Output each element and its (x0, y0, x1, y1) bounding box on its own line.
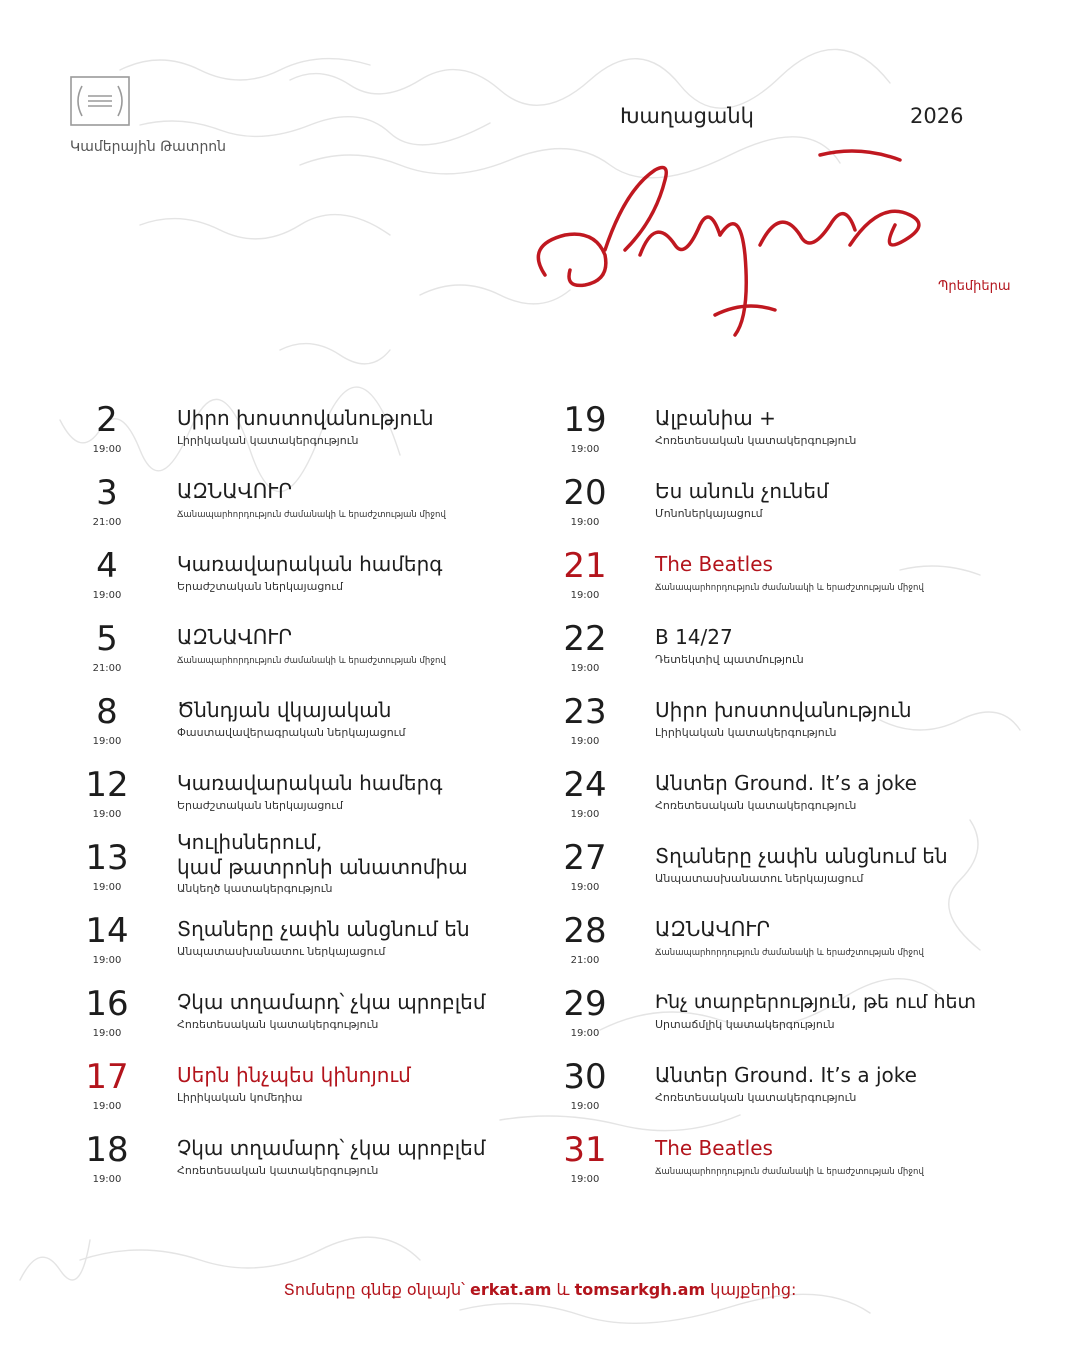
event-day: 30 (563, 1057, 607, 1097)
event-day: 2 (96, 400, 118, 440)
event-time: 19:00 (92, 1174, 122, 1185)
event-subtitle: Ճանապարհորդություն ժամանակի և երաժշտության միջով (177, 656, 446, 666)
event-subtitle: Երաժշտական ներկայացում (177, 799, 344, 812)
event-title: Սիրո խոստովանություն (177, 406, 434, 430)
event-subtitle: Երաժշտական ներկայացում (177, 580, 344, 593)
schedule-row (72, 546, 572, 619)
event-time: 19:00 (570, 1028, 600, 1039)
event-time: 19:00 (570, 736, 600, 747)
event-day: 13 (85, 838, 129, 878)
schedule-row (550, 911, 1050, 984)
event-subtitle: Մոնոներկայացում (655, 507, 763, 520)
event-subtitle: Հոռետեսական կատակերգություն (177, 1018, 379, 1031)
event-title: Սերն ինչպես կինոյում (177, 1063, 411, 1087)
event-subtitle: Հոռետեսական կատակերգություն (655, 799, 857, 812)
schedule-row (72, 765, 572, 838)
event-subtitle: Հոռետեսական կատակերգություն (655, 434, 857, 447)
event-day: 3 (96, 473, 118, 513)
event-time: 19:00 (92, 590, 122, 601)
event-day: 8 (96, 692, 118, 732)
event-subtitle: Ճանապարհորդություն ժամանակի և երաժշտության միջով (655, 583, 924, 593)
event-day: 16 (85, 984, 129, 1024)
event-time: 19:00 (570, 517, 600, 528)
event-time: 19:00 (570, 444, 600, 455)
event-time: 19:00 (570, 1174, 600, 1185)
schedule-row (72, 984, 572, 1057)
schedule-row (72, 1130, 572, 1203)
event-subtitle: Հոռետեսական կատակերգություն (655, 1091, 857, 1104)
event-title: The Beatles (655, 1136, 773, 1160)
event-time: 19:00 (92, 955, 122, 966)
event-subtitle: Ճանապարհորդություն ժամանակի և երաժշտության միջով (655, 948, 924, 958)
event-time: 19:00 (92, 444, 122, 455)
event-title: Սիրո խոստովանություն (655, 698, 912, 722)
month-signature (520, 135, 940, 345)
event-subtitle: Փաստավավերագրական ներկայացում (177, 726, 406, 739)
theatre-logo-icon (70, 76, 130, 126)
event-title: Ծննդյան վկայական (177, 698, 392, 722)
event-time: 19:00 (570, 663, 600, 674)
event-time: 19:00 (570, 1101, 600, 1112)
event-title: Տղաները չափն անցնում են (655, 844, 948, 868)
event-time: 19:00 (92, 1101, 122, 1112)
event-subtitle: Լիրիկական կոմեդիա (177, 1091, 303, 1104)
schedule-left-column (72, 400, 572, 1203)
event-day: 24 (563, 765, 607, 805)
schedule-row (72, 692, 572, 765)
event-title-line2: կամ թատրոնի անատոմիա (177, 855, 468, 879)
schedule-row (72, 473, 572, 546)
event-title: Չկա տղամարդ՝ չկա պրոբլեմ (177, 990, 486, 1014)
event-day: 28 (563, 911, 607, 951)
event-day: 17 (85, 1057, 129, 1097)
event-time: 19:00 (570, 809, 600, 820)
event-day: 12 (85, 765, 129, 805)
event-day: 14 (85, 911, 129, 951)
event-day: 29 (563, 984, 607, 1024)
page-title: Խաղացանկ (620, 104, 754, 128)
event-title: Կառավարական համերգ (177, 771, 443, 795)
ticket-info-prefix: Տոմսերը գնեք օնլայն՝ (283, 1280, 471, 1299)
event-time: 19:00 (570, 882, 600, 893)
schedule-row (550, 619, 1050, 692)
schedule-row (550, 692, 1050, 765)
event-title: Անտեր Ground. It’s a joke (655, 1063, 917, 1087)
event-title-line1: Կուլիսներում, (177, 830, 323, 854)
event-time: 19:00 (570, 590, 600, 601)
schedule-row (72, 911, 572, 984)
event-time: 19:00 (92, 1028, 122, 1039)
event-title: Ինչ տարբերություն, թե ում հետ (655, 991, 977, 1013)
schedule-row (550, 765, 1050, 838)
event-title: Տղաները չափն անցնում են (177, 917, 470, 941)
premiere-label: Պրեմիերա (938, 279, 1011, 294)
event-day: 20 (563, 473, 607, 513)
ticket-info-middle: և (551, 1280, 575, 1299)
erkat-link[interactable]: erkat.am (470, 1280, 552, 1299)
event-time: 19:00 (92, 736, 122, 747)
event-title: Չկա տղամարդ՝ չկա պրոբլեմ (177, 1136, 486, 1160)
event-day: 21 (563, 546, 607, 586)
schedule-right-column (550, 400, 1050, 1203)
event-subtitle: Ճանապարհորդություն ժամանակի և երաժշտության միջով (655, 1167, 924, 1177)
event-subtitle: Դետեկտիվ պատմություն (655, 653, 804, 666)
schedule-row (550, 984, 1050, 1057)
event-day: 31 (563, 1130, 607, 1170)
event-subtitle: Լիրիկական կատակերգություն (177, 434, 359, 447)
event-subtitle: Ճանապարհորդություն ժամանակի և երաժշտության միջով (177, 510, 446, 520)
ticket-info (0, 1280, 1080, 1299)
schedule-row-premiere (550, 546, 1050, 619)
tomsarkgh-link[interactable]: tomsarkgh.am (574, 1280, 706, 1299)
event-title: B 14/27 (655, 625, 733, 649)
schedule-row (72, 619, 572, 692)
event-day: 23 (563, 692, 607, 732)
event-time: 21:00 (92, 663, 122, 674)
event-subtitle: Հոռետեսական կատակերգություն (177, 1164, 379, 1177)
event-time: 21:00 (570, 955, 600, 966)
schedule-row (550, 1057, 1050, 1130)
ticket-info-suffix: կայքերից: (705, 1280, 797, 1299)
event-day: 4 (96, 546, 118, 586)
event-subtitle: Սրտաճմլիկ կատակերգություն (655, 1018, 835, 1031)
schedule-row (72, 830, 572, 911)
schedule-row (72, 400, 572, 473)
event-subtitle: Անպատասխանատու ներկայացում (177, 945, 386, 958)
event-time: 21:00 (92, 517, 122, 528)
event-day: 22 (563, 619, 607, 659)
schedule-row-premiere (72, 1057, 572, 1130)
event-subtitle: Անկեղծ կատակերգություն (177, 882, 333, 895)
event-day: 18 (85, 1130, 129, 1170)
event-subtitle: Անպատասխանատու ներկայացում (655, 872, 864, 885)
schedule-row (550, 473, 1050, 546)
org-name: Կամերային Թատրոն (70, 139, 227, 155)
event-title: Կառավարական համերգ (177, 552, 443, 576)
event-day: 5 (96, 619, 118, 659)
schedule-row-premiere (550, 1130, 1050, 1203)
event-title: Ես անուն չունեմ (655, 479, 829, 503)
event-subtitle: Լիրիկական կատակերգություն (655, 726, 837, 739)
event-day: 27 (563, 838, 607, 878)
event-title: ԱԶՆԱՎՈՒՐ (177, 625, 292, 649)
event-day: 19 (563, 400, 607, 440)
event-title: ԱԶՆԱՎՈՒՐ (655, 917, 770, 941)
event-title: ԱԶՆԱՎՈՒՐ (177, 479, 292, 503)
event-title: Ալբանիա + (655, 406, 776, 430)
event-time: 19:00 (92, 809, 122, 820)
event-title: Անտեր Ground. It’s a joke (655, 771, 917, 795)
year: 2026 (910, 104, 964, 128)
schedule-row (550, 838, 1050, 911)
event-time: 19:00 (92, 882, 122, 893)
schedule-row (550, 400, 1050, 473)
event-title: The Beatles (655, 552, 773, 576)
